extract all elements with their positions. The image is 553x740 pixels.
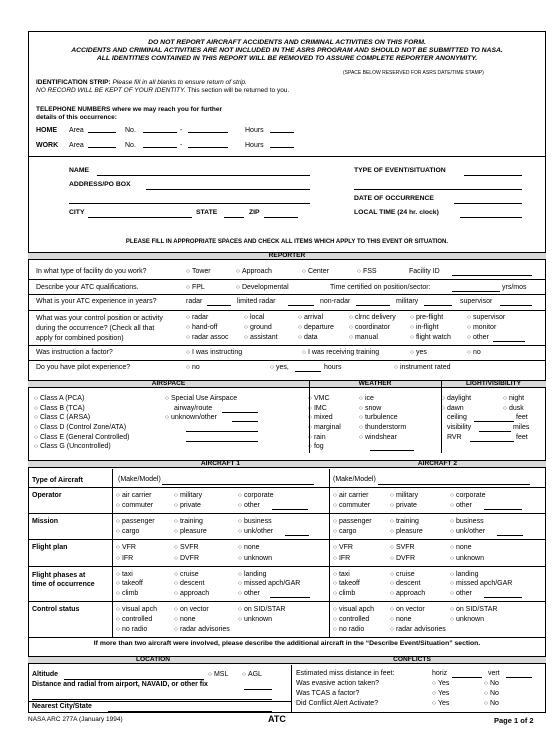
exp-military-label: military xyxy=(396,298,419,305)
ac1-vfr-option[interactable]: ○ VFR xyxy=(116,544,136,551)
ac2-on-sid-option[interactable]: ○ on SID/STAR xyxy=(450,606,497,613)
divider xyxy=(28,294,546,295)
pos-radar-assoc-option[interactable]: ○ radar assoc xyxy=(186,334,229,341)
ac1-on-vector-option[interactable]: ○ on vector xyxy=(174,606,209,613)
type-of-aircraft-label: Type of Aircraft xyxy=(32,477,83,484)
ac2-air-carrier-option[interactable]: ○ air carrier xyxy=(333,492,369,499)
address-field-2[interactable] xyxy=(69,203,310,204)
divider xyxy=(28,701,291,702)
ac1-approach-option[interactable]: ○ approach xyxy=(174,590,209,597)
divider xyxy=(28,345,546,346)
instruction-yes-option[interactable]: ○ yes xyxy=(410,349,427,356)
instruction-no-option[interactable]: ○ no xyxy=(467,349,481,356)
exp-radar-field[interactable] xyxy=(207,305,231,306)
distance-field-2[interactable] xyxy=(32,699,272,700)
instruction-text: PLEASE FILL IN APPROPRIATE SPACES AND CHECK ALL ITEMS WHICH APPLY TO THIS EVENT OR SITUATION. xyxy=(125,239,449,245)
pos-monitor-option[interactable]: ○ monitor xyxy=(467,324,496,331)
telephone-title-line2: details of this occurrence: xyxy=(36,114,117,121)
divider xyxy=(112,469,113,637)
type-event-field[interactable] xyxy=(464,175,522,176)
ac2-business-option[interactable]: ○ business xyxy=(450,518,484,525)
identification-strip xyxy=(36,79,289,95)
name-field[interactable] xyxy=(97,175,310,176)
ac2-taxi-option[interactable]: ○ taxi xyxy=(333,571,350,578)
mission-label: Mission xyxy=(32,518,59,525)
home-phone-row[interactable]: HOME Area No. - Hours xyxy=(36,127,57,134)
fss-option[interactable]: ○ FSS xyxy=(357,268,377,275)
pos-clrnc-option[interactable]: ○ clrnc delivery xyxy=(349,314,396,321)
ac2-control-unknown-option[interactable]: ○ unknown xyxy=(450,616,484,623)
pos-local-option[interactable]: ○ local xyxy=(244,314,264,321)
facility-question: In what type of facility do you work? xyxy=(36,268,147,275)
ac1-fp-none-option[interactable]: ○ none xyxy=(238,544,260,551)
divider xyxy=(28,360,546,361)
ac2-control-none-option[interactable]: ○ none xyxy=(390,616,412,623)
warning-header xyxy=(28,39,546,63)
conflicts-bar: CONFLICTS xyxy=(393,656,431,663)
ac2-private-option[interactable]: ○ private xyxy=(390,502,417,509)
tcas-yes-option[interactable]: ○ Yes xyxy=(432,690,449,697)
ac1-cargo-option[interactable]: ○ cargo xyxy=(116,528,139,535)
work-hours-label: Hours xyxy=(245,142,264,149)
operator-label: Operator xyxy=(32,492,62,499)
divider xyxy=(28,279,546,280)
divider xyxy=(28,156,546,157)
ceiling-label: ceiling xyxy=(447,414,467,421)
ac2-takeoff-option[interactable]: ○ takeoff xyxy=(333,580,360,587)
pilot-hours-field[interactable] xyxy=(295,371,321,372)
vmc-option[interactable]: ○ VMC xyxy=(308,395,330,402)
pos-manual-option[interactable]: ○ manual xyxy=(349,334,378,341)
pos-flight-watch-option[interactable]: ○ flight watch xyxy=(410,334,451,341)
pilot-no-option[interactable]: ○ no xyxy=(186,364,200,371)
home-no-field-2[interactable] xyxy=(188,127,228,133)
flight-phases-label xyxy=(32,571,95,589)
windshear-option[interactable]: ○ windshear xyxy=(359,434,397,441)
facility-id-label: Facility ID xyxy=(409,268,440,275)
ac2-pleasure-option[interactable]: ○ pleasure xyxy=(390,528,423,535)
name-label: NAME xyxy=(69,167,90,174)
rvr-label: RVR xyxy=(447,434,462,441)
ac1-passenger-option[interactable]: ○ passenger xyxy=(116,518,155,525)
divider xyxy=(441,380,442,453)
work-area-field[interactable] xyxy=(88,142,116,148)
position-question-line3: apply for combined position) xyxy=(36,335,124,342)
position-question xyxy=(36,314,163,344)
work-no-field-1[interactable] xyxy=(143,142,177,148)
aircraft-1-bar: AIRCRAFT 1 xyxy=(200,460,241,467)
position-question-line2: during the occurrence? (Check all that xyxy=(36,325,155,332)
ac2-climb-option[interactable]: ○ climb xyxy=(333,590,355,597)
flight-plan-label: Flight plan xyxy=(32,544,68,551)
ac1-taxi-option[interactable]: ○ taxi xyxy=(116,571,133,578)
ac1-landing-option[interactable]: ○ landing xyxy=(238,571,267,578)
divider xyxy=(329,469,330,637)
address-field[interactable] xyxy=(146,189,310,190)
divider xyxy=(28,487,546,488)
form-number: NASA ARC 277A (January 1994) xyxy=(28,716,123,723)
ac2-controlled-option[interactable]: ○ controlled xyxy=(333,616,369,623)
divider xyxy=(28,601,546,602)
pos-handoff-option[interactable]: ○ hand-off xyxy=(186,324,218,331)
ac1-military-option[interactable]: ○ military xyxy=(174,492,202,499)
agl-option[interactable]: ○ AGL xyxy=(242,671,262,678)
horiz-field[interactable] xyxy=(452,677,482,678)
more-aircraft-note: If more than two aircraft were involved, please describe the additional aircraft in the “Describe Event/Situation” section. xyxy=(93,640,481,647)
vert-field[interactable] xyxy=(506,677,532,678)
ac1-make-model-label: (Make/Model) xyxy=(118,476,161,483)
ac2-no-radio-option[interactable]: ○ no radio xyxy=(333,626,364,633)
pos-assistant-option[interactable]: ○ assistant xyxy=(244,334,278,341)
ac2-descent-option[interactable]: ○ descent xyxy=(390,580,420,587)
divider xyxy=(28,310,546,311)
pos-inflight-option[interactable]: ○ in-flight xyxy=(410,324,439,331)
ac2-mission-other-field[interactable] xyxy=(497,535,523,536)
ac1-takeoff-option[interactable]: ○ takeoff xyxy=(116,580,143,587)
instructing-option[interactable]: ○ I was instructing xyxy=(186,349,242,356)
evasive-yes-option[interactable]: ○ Yes xyxy=(432,680,449,687)
ac2-make-model-label: (Make/Model) xyxy=(333,476,376,483)
developmental-option[interactable]: ○ Developmental xyxy=(236,284,289,291)
ac1-no-radio-option[interactable]: ○ no radio xyxy=(116,626,147,633)
reporter-bar: REPORTER xyxy=(28,252,546,260)
divider xyxy=(28,539,546,540)
location-bar: LOCATION xyxy=(136,656,170,663)
class-c-option[interactable]: ○ Class C (ARSA) xyxy=(34,414,90,421)
ac1-control-unknown-option[interactable]: ○ unknown xyxy=(238,616,272,623)
ac2-fp-unknown-option[interactable]: ○ unknown xyxy=(450,555,484,562)
ac2-svfr-option[interactable]: ○ SVFR xyxy=(390,544,415,551)
page-number: Page 1 of 2 xyxy=(494,716,534,725)
ac2-phase-other-option[interactable]: ○ other xyxy=(450,590,472,597)
pos-arrival-option[interactable]: ○ arrival xyxy=(298,314,323,321)
light-bar: LIGHT/VISIBILITY xyxy=(466,380,521,387)
pilot-hours-label: hours xyxy=(324,364,342,371)
warning-line-2: ACCIDENTS AND CRIMINAL ACTIVITIES ARE NOT INCLUDED IN THE ASRS PROGRAM AND SHOULD NOT BE SUBMITTED TO NASA. xyxy=(71,47,503,54)
tcas-question: Was TCAS a factor? xyxy=(296,690,360,697)
special-use-option[interactable]: ○ Special Use Airspace xyxy=(165,395,237,402)
altitude-label: Altitude xyxy=(32,671,59,678)
unknown-other-field[interactable] xyxy=(232,421,258,422)
address-label: ADDRESS/PO BOX xyxy=(69,181,131,188)
msl-option[interactable]: ○ MSL xyxy=(208,671,228,678)
dusk-option[interactable]: ○ dusk xyxy=(503,405,524,412)
facility-id-field[interactable] xyxy=(452,275,532,276)
date-label: DATE OF OCCURRENCE xyxy=(354,195,434,202)
work-label: WORK xyxy=(36,142,59,149)
identification-return: This section will be returned to you. xyxy=(185,87,290,94)
ac1-operator-other-field[interactable] xyxy=(272,509,308,510)
airway-route-label: airway/route xyxy=(174,405,213,412)
exp-nonradar-label: non-radar xyxy=(320,298,351,305)
airspace-extra-field-1[interactable] xyxy=(186,431,258,432)
approach-option[interactable]: ○ Approach xyxy=(236,268,272,275)
ac1-make-model-field[interactable] xyxy=(162,484,314,485)
fpl-option[interactable]: ○ FPL xyxy=(186,284,205,291)
identification-title: IDENTIFICATION STRIP: xyxy=(36,79,111,86)
work-hours-field[interactable] xyxy=(270,142,294,148)
receiving-training-option[interactable]: ○ I was receiving training xyxy=(302,349,379,356)
identification-no-record: NO RECORD WILL BE KEPT OF YOUR IDENTITY. xyxy=(36,87,186,94)
visibility-miles-label: miles xyxy=(513,424,530,431)
type-event-label: TYPE OF EVENT/SITUATION xyxy=(354,167,446,174)
class-a-option[interactable]: ○ Class A (PCA) xyxy=(34,395,84,402)
work-no-field-2[interactable] xyxy=(188,142,228,148)
ac1-cruise-option[interactable]: ○ cruise xyxy=(174,571,199,578)
ac1-fp-unknown-option[interactable]: ○ unknown xyxy=(238,555,272,562)
pos-departure-option[interactable]: ○ departure xyxy=(298,324,334,331)
ac1-mission-unk-option[interactable]: ○ unk/other xyxy=(238,528,273,535)
evasive-no-option[interactable]: ○ No xyxy=(484,680,499,687)
ac2-passenger-option[interactable]: ○ passenger xyxy=(333,518,372,525)
pilot-yes-option[interactable]: ○ yes, xyxy=(270,364,289,371)
ac1-radar-advisories-option[interactable]: ○ radar advisories xyxy=(174,626,230,633)
divider xyxy=(291,665,292,713)
ac2-fp-none-option[interactable]: ○ none xyxy=(450,544,472,551)
ac2-corporate-option[interactable]: ○ corporate xyxy=(450,492,486,499)
ac1-business-option[interactable]: ○ business xyxy=(238,518,272,525)
ac2-make-model-field[interactable] xyxy=(378,484,530,485)
date-field[interactable] xyxy=(454,203,522,204)
yrs-mos-label: yrs/mos xyxy=(502,284,527,291)
horiz-label: horiz xyxy=(432,670,448,677)
center-option[interactable]: ○ Center xyxy=(302,268,329,275)
alert-no-option[interactable]: ○ No xyxy=(484,700,499,707)
instrument-rated-option[interactable]: ○ instrument rated xyxy=(394,364,451,371)
ac2-on-vector-option[interactable]: ○ on vector xyxy=(390,606,425,613)
exp-military-field[interactable] xyxy=(424,305,452,306)
home-hours-label: Hours xyxy=(245,127,264,134)
rvr-field[interactable] xyxy=(470,441,514,442)
ac1-descent-option[interactable]: ○ descent xyxy=(174,580,204,587)
work-phone-row[interactable]: WORK Area No. - Hours xyxy=(36,142,58,149)
ac2-visual-apch-option[interactable]: ○ visual apch xyxy=(333,606,374,613)
exp-limited-radar-label: limited radar xyxy=(237,298,276,305)
ac1-on-sid-option[interactable]: ○ on SID/STAR xyxy=(238,606,285,613)
zip-label: ZIP xyxy=(249,209,260,216)
ac1-svfr-option[interactable]: ○ SVFR xyxy=(174,544,199,551)
airspace-bar: AIRSPACE xyxy=(151,380,186,387)
ac1-commuter-option[interactable]: ○ commuter xyxy=(116,502,153,509)
rvr-feet-label: feet xyxy=(516,434,528,441)
ac1-dvfr-option[interactable]: ○ DVFR xyxy=(174,555,199,562)
class-g-option[interactable]: ○ Class G (Uncontrolled) xyxy=(34,443,111,450)
night-option[interactable]: ○ night xyxy=(503,395,524,402)
work-no-label: No. xyxy=(125,142,136,149)
daylight-option[interactable]: ○ daylight xyxy=(441,395,471,402)
instruction-question: Was instruction a factor? xyxy=(36,349,113,356)
ac2-dvfr-option[interactable]: ○ DVFR xyxy=(390,555,415,562)
ac1-missed-apch-option[interactable]: ○ missed apch/GAR xyxy=(238,580,300,587)
type-event-field-2[interactable] xyxy=(354,189,522,190)
ac1-control-none-option[interactable]: ○ none xyxy=(174,616,196,623)
local-time-label: LOCAL TIME (24 hr. clock) xyxy=(354,209,439,216)
home-area-field[interactable] xyxy=(88,127,116,133)
tcas-no-option[interactable]: ○ No xyxy=(484,690,499,697)
ac2-cruise-option[interactable]: ○ cruise xyxy=(390,571,415,578)
exp-nonradar-field[interactable] xyxy=(356,305,390,306)
class-b-option[interactable]: ○ Class B (TCA) xyxy=(34,405,85,412)
nearest-city-label: Nearest City/State xyxy=(32,703,92,710)
identification-text: Please fill in all blanks to ensure return of strip. xyxy=(110,79,247,86)
experience-question: What is your ATC experience in years? xyxy=(36,298,157,305)
home-hours-field[interactable] xyxy=(270,127,294,133)
pos-radar-option[interactable]: ○ radar xyxy=(186,314,208,321)
distance-label: Distance and radial from airport, NAVAID, or other fix xyxy=(32,681,208,688)
atc-label: ATC xyxy=(268,714,286,724)
control-status-label: Control status xyxy=(32,606,80,613)
ac2-missed-apch-option[interactable]: ○ missed apch/GAR xyxy=(450,580,512,587)
ac2-cargo-option[interactable]: ○ cargo xyxy=(333,528,356,535)
pos-other-field[interactable] xyxy=(493,341,525,342)
ac2-phase-other-field[interactable] xyxy=(484,597,522,598)
ac1-visual-apch-option[interactable]: ○ visual apch xyxy=(116,606,157,613)
mixed-option[interactable]: ○ mixed xyxy=(308,414,333,421)
nearest-city-field[interactable] xyxy=(108,711,272,712)
ac1-operator-other-option[interactable]: ○ other xyxy=(238,502,260,509)
visibility-field[interactable] xyxy=(479,431,511,432)
imc-option[interactable]: ○ IMC xyxy=(308,405,327,412)
marginal-option[interactable]: ○ marginal xyxy=(308,424,341,431)
ac1-training-option[interactable]: ○ training xyxy=(174,518,203,525)
visibility-label: visibility xyxy=(447,424,472,431)
ac1-phase-other-field[interactable] xyxy=(270,597,310,598)
reserved-note: (SPACE BELOW RESERVED FOR ASRS DATE/TIME STAMP) xyxy=(343,70,484,76)
warning-line-3: ALL IDENTITIES CONTAINED IN THIS REPORT WILL BE REMOVED TO ASSURE COMPLETE REPORTER ANONYMITY. xyxy=(96,55,478,62)
telephone-title xyxy=(36,106,222,122)
pos-coordinator-option[interactable]: ○ coordinator xyxy=(349,324,390,331)
ac2-landing-option[interactable]: ○ landing xyxy=(450,571,479,578)
ceiling-feet-label: feet xyxy=(516,414,528,421)
ac2-operator-other-field[interactable] xyxy=(484,509,522,510)
class-d-option[interactable]: ○ Class D (Control Zone/ATA) xyxy=(34,424,126,431)
airway-route-field[interactable] xyxy=(222,412,258,413)
pos-other-option[interactable]: ○ other xyxy=(467,334,489,341)
turbulence-option[interactable]: ○ turbulence xyxy=(359,414,398,421)
class-e-option[interactable]: ○ Class E (General Controlled) xyxy=(34,434,129,441)
pos-ground-option[interactable]: ○ ground xyxy=(244,324,272,331)
tower-option[interactable]: ○ Tower xyxy=(186,268,211,275)
ac1-mission-other-field[interactable] xyxy=(285,535,309,536)
local-time-field[interactable] xyxy=(460,217,522,218)
divider xyxy=(28,637,546,638)
vert-label: vert xyxy=(488,670,500,677)
ac2-military-option[interactable]: ○ military xyxy=(390,492,418,499)
pos-data-option[interactable]: ○ data xyxy=(298,334,318,341)
ac2-commuter-option[interactable]: ○ commuter xyxy=(333,502,370,509)
zip-field[interactable] xyxy=(264,217,298,218)
fog-option[interactable]: ○ fog xyxy=(308,443,324,450)
thunderstorm-option[interactable]: ○ thunderstorm xyxy=(359,424,406,431)
flight-phases-label-line2: time of occurrence xyxy=(32,581,95,588)
evasive-question: Was evasive action taken? xyxy=(296,680,380,687)
ceiling-field[interactable] xyxy=(474,421,514,422)
ac2-approach-option[interactable]: ○ approach xyxy=(390,590,425,597)
ac1-phase-other-option[interactable]: ○ other xyxy=(238,590,260,597)
ice-option[interactable]: ○ ice xyxy=(359,395,374,402)
snow-option[interactable]: ○ snow xyxy=(359,405,381,412)
aircraft-2-bar: AIRCRAFT 2 xyxy=(417,460,458,467)
alert-yes-option[interactable]: ○ Yes xyxy=(432,700,449,707)
miss-distance-label: Estimated miss distance in feet: xyxy=(296,670,395,677)
divider xyxy=(28,513,546,514)
home-no-label: No. xyxy=(125,127,136,134)
telephone-title-line1: TELEPHONE NUMBERS where we may reach you for further xyxy=(36,106,223,113)
ac2-mission-unk-option[interactable]: ○ unk/other xyxy=(450,528,485,535)
city-field[interactable] xyxy=(88,217,192,218)
city-label: CITY xyxy=(69,209,85,216)
time-certified-label: Time certified on position/sector: xyxy=(330,284,431,291)
ac1-private-option[interactable]: ○ private xyxy=(174,502,201,509)
ac2-training-option[interactable]: ○ training xyxy=(390,518,419,525)
rain-option[interactable]: ○ rain xyxy=(308,434,326,441)
unknown-other-option[interactable]: ○ unknown/other xyxy=(165,414,217,421)
ac2-vfr-option[interactable]: ○ VFR xyxy=(333,544,353,551)
ac1-air-carrier-option[interactable]: ○ air carrier xyxy=(116,492,152,499)
work-area-label: Area xyxy=(69,142,84,149)
ac1-corporate-option[interactable]: ○ corporate xyxy=(238,492,274,499)
divider xyxy=(28,566,546,567)
weather-bar: WEATHER xyxy=(358,380,392,387)
ac1-controlled-option[interactable]: ○ controlled xyxy=(116,616,152,623)
state-label: STATE xyxy=(196,209,218,216)
state-field[interactable] xyxy=(224,217,244,218)
ac1-pleasure-option[interactable]: ○ pleasure xyxy=(174,528,207,535)
weather-other-field[interactable] xyxy=(370,450,414,451)
exp-supervisor-field[interactable] xyxy=(500,305,532,306)
conflict-alert-question: Did Conflict Alert Activate? xyxy=(296,700,379,707)
ac2-radar-advisories-option[interactable]: ○ radar advisories xyxy=(390,626,446,633)
position-question-line1: What was your control position or activity xyxy=(36,315,163,322)
pilot-question: Do you have pilot experience? xyxy=(36,364,131,371)
exp-limited-radar-field[interactable] xyxy=(288,305,314,306)
distance-field[interactable] xyxy=(244,689,272,690)
qualifications-question: Describe your ATC qualifications. xyxy=(36,284,139,291)
ac1-climb-option[interactable]: ○ climb xyxy=(116,590,138,597)
ac2-ifr-option[interactable]: ○ IFR xyxy=(333,555,350,562)
dawn-option[interactable]: ○ dawn xyxy=(441,405,464,412)
airspace-extra-field-2[interactable] xyxy=(186,441,258,442)
home-no-field-1[interactable] xyxy=(143,127,177,133)
pos-supervisor-option[interactable]: ○ supervisor xyxy=(467,314,505,321)
home-area-label: Area xyxy=(69,127,84,134)
home-label: HOME xyxy=(36,127,57,134)
ac2-operator-other-option[interactable]: ○ other xyxy=(450,502,472,509)
warning-line-1: DO NOT REPORT AIRCRAFT ACCIDENTS AND CRIMINAL ACTIVITIES ON THIS FORM. xyxy=(148,39,426,46)
exp-supervisor-label: supervisor xyxy=(460,298,493,305)
altitude-field[interactable] xyxy=(64,679,204,680)
flight-phases-label-line1: Flight phases at xyxy=(32,572,86,579)
time-certified-field[interactable] xyxy=(452,291,500,292)
pos-preflight-option[interactable]: ○ pre-flight xyxy=(410,314,443,321)
ac1-ifr-option[interactable]: ○ IFR xyxy=(116,555,133,562)
exp-radar-label: radar xyxy=(186,298,203,305)
